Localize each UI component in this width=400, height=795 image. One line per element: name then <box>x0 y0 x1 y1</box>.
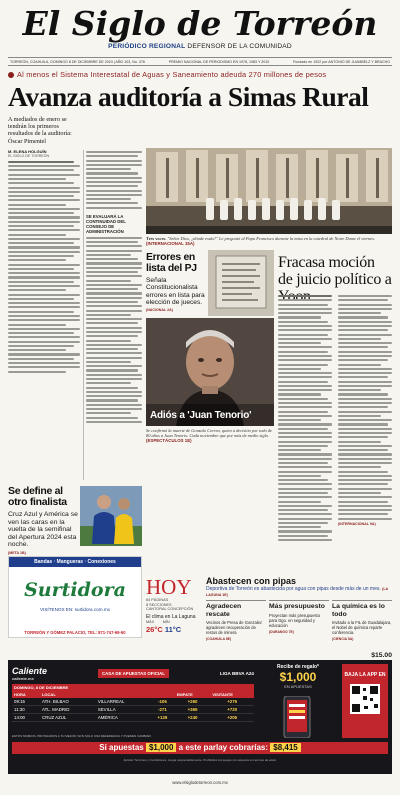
pipes-headline[interactable]: Abastecen con pipas <box>206 576 297 586</box>
cover-price: $15.00 <box>371 652 392 659</box>
promo-text-2: a este parlay cobrarías: <box>176 743 271 752</box>
sports-story[interactable] <box>8 486 80 555</box>
dateline-center: PREMIO NACIONAL DE PERIODISMO EN 1978, 1983 Y 2010 <box>168 59 270 64</box>
tenorio-caption-text: Se confirmó la muerte de Gonzalo Correa, quien a decisión por todo de 80 años a Juan Tenorio. Cada noviembre que por más de medio siglo. <box>146 428 273 439</box>
caption-label: Tres voces. <box>146 236 167 241</box>
yoon-headline[interactable]: Fracasa moción de juicio político a <box>278 254 392 288</box>
tenorio-section-tag[interactable]: (ESPECTÁCULOS 1E) <box>146 438 192 444</box>
qr-code-icon[interactable] <box>350 684 380 714</box>
odd-value[interactable]: +260 <box>175 698 211 706</box>
col-header: EMPATE <box>175 691 211 698</box>
dateline <box>8 57 392 66</box>
odds-table-header <box>12 691 254 698</box>
col2-body-text-top <box>86 151 142 209</box>
temp-labels <box>146 620 202 625</box>
odds-disclaimer: ESTOS MOMIOS, PROTEGIDOS A TU MEJOR, SON SOLO UNA REFERENCIA Y PUEDEN CAMBIAR. <box>12 734 152 738</box>
home-team: ATL. MADRID <box>40 706 96 714</box>
sports-headline[interactable]: Se define al otro finalista <box>8 485 67 508</box>
surtidora-logo: Surtidora <box>24 579 126 601</box>
max-temp: 26°C <box>146 625 163 635</box>
surtidora-website[interactable]: VISÍTENOS EN: surtidora.com.mx <box>40 607 110 612</box>
teaser-headline[interactable]: Agradecen rescate <box>206 603 242 618</box>
odd-value[interactable]: +205 <box>210 714 254 722</box>
home-team: ATH. BILBAO <box>40 698 96 706</box>
teaser-section-tag[interactable]: (COAHUILA 8E) <box>206 637 232 642</box>
caliente-logo[interactable] <box>12 666 47 681</box>
column-divider <box>83 150 84 480</box>
lead-story-column-2 <box>86 148 142 425</box>
caption-section-tag[interactable]: (INTERNACIONAL 15A) <box>146 241 195 246</box>
caliente-logo-text: Caliente <box>12 665 48 676</box>
odds-table <box>12 684 254 722</box>
teaser-row <box>206 600 392 650</box>
surtidora-phone[interactable]: TORREÓN Y GÓMEZ PALACIO, TEL: 871-747-69-50 <box>24 630 126 635</box>
phone-image <box>270 696 324 738</box>
caliente-official-label: CASA DE APUESTAS OFICIAL <box>98 669 169 678</box>
teaser-deck: Invitado a la FIL de Guadalajara, el Nobel de química reparte conferencia. <box>332 620 392 636</box>
main-headline[interactable]: Avanza auditoría a Simas Rural <box>8 81 369 112</box>
app-download-label: BAJA LA APP EN <box>344 672 386 678</box>
pipes-deck <box>206 586 392 598</box>
surtidora-ad[interactable] <box>8 556 142 638</box>
masthead <box>0 0 400 58</box>
byline-org: EL SIGLO DE TORREÓN <box>8 153 50 158</box>
teaser-deck: Vecinos de Presa de Gonzalez agradecen recuperación de restos de minera <box>206 620 262 636</box>
odd-value[interactable]: +240 <box>175 714 211 722</box>
away-team: AMÉRICA <box>96 714 150 722</box>
bonus-amount: $1,000 <box>279 670 317 684</box>
tagline-rest: DEFENSOR DE LA COMUNIDAD <box>185 43 292 50</box>
table-row[interactable] <box>12 706 254 714</box>
odd-value[interactable]: +129 <box>150 714 175 722</box>
kiosk-label: CANTORAL CONCEPCIÓN <box>146 607 194 612</box>
tenorio-headline[interactable]: Adiós a 'Juan Tenorio' <box>150 410 252 421</box>
climate-label: El clima en La Laguna <box>146 613 196 620</box>
teaser-item[interactable] <box>206 600 266 650</box>
sports-photo[interactable] <box>80 486 142 546</box>
pipes-section-tag[interactable]: (LA LAGUNA 1E) <box>206 587 388 597</box>
yoon-text-1 <box>278 295 332 541</box>
teaser-deck: Proyectan más presupuesto para Dgo. en seguridad y educación <box>269 612 320 628</box>
lead-summary: A mediados de enero se tendrán los primeros resultados de la auditoría: Óscar Pimentel <box>8 116 72 145</box>
col-header: LOCAL <box>40 691 96 698</box>
col-header <box>150 691 175 698</box>
tenorio-photo[interactable] <box>146 318 274 426</box>
match-time: 11:30 <box>12 706 40 714</box>
teaser-headline[interactable]: Más presupuesto <box>269 603 325 610</box>
yoon-section-tag[interactable]: (INTERNACIONAL 9A) <box>338 521 376 526</box>
newspaper-title[interactable]: El Siglo de Torreón <box>22 4 378 43</box>
liga-label: LIGA BBVA A24 <box>219 670 254 676</box>
pj-story[interactable] <box>146 252 206 312</box>
sports-section-tag[interactable]: (META 1B) <box>8 550 26 555</box>
bonus-offer[interactable] <box>258 664 338 689</box>
byline-author: M. ELENA HOLGUÍN <box>8 148 47 154</box>
col-header <box>96 691 150 698</box>
caliente-ad[interactable] <box>8 660 392 774</box>
cathedral-photo[interactable] <box>146 148 392 234</box>
bullet-icon <box>8 72 14 78</box>
max-label: MÁX <box>146 619 155 624</box>
pj-section-tag[interactable]: (NACIONAL 2A) <box>146 308 173 313</box>
parlay-promo[interactable] <box>12 742 388 754</box>
kicker-text: Al menos el Sistema Interestatal de Aguas y Saneamiento adeuda 270 millones de pesos <box>17 70 327 79</box>
section-count: 8 SECCIONES <box>146 602 172 607</box>
caliente-legal: Aplican Términos y Condiciones. Juega responsablemente. Prohibidos los juegos con apuesta a menores de edad. <box>123 758 277 762</box>
pj-photo[interactable] <box>208 250 274 316</box>
pipes-story[interactable] <box>206 576 392 598</box>
yoon-body-col-2 <box>338 292 392 526</box>
min-label: MÍN <box>162 619 170 624</box>
lead-story-column <box>8 116 80 375</box>
odds-table-title: DOMINGO, 8 DE DICIEMBRE <box>12 684 254 691</box>
caption-text: "Señor Dios, ¿dónde estás?" Le preguntó al Papa Francisco durante la misa en la catedral de Notre Dame el viernes. <box>166 236 376 241</box>
byline <box>8 149 80 158</box>
app-download[interactable] <box>342 664 388 738</box>
table-row[interactable] <box>12 714 254 722</box>
tagline-strong: PERIÓDICO REGIONAL <box>108 43 186 50</box>
tenorio-caption <box>146 428 274 444</box>
tagline <box>0 43 400 50</box>
teaser-section-tag[interactable]: (DURANGO 7E) <box>269 629 294 634</box>
odd-value[interactable]: +275 <box>210 698 254 706</box>
match-time: 14:00 <box>12 714 40 722</box>
caliente-url[interactable]: caliente.mx <box>12 675 34 681</box>
bonus-sub: EN APUESTAS <box>284 684 312 689</box>
promo-text-1: Si apuestas <box>99 743 146 752</box>
col2-body-text-bottom <box>86 237 142 423</box>
teaser-item[interactable] <box>332 600 392 650</box>
cathedral-photo-caption <box>146 236 392 246</box>
home-team: CRUZ AZUL <box>40 714 96 722</box>
pj-headline[interactable]: Errores en lista del PJ <box>146 252 197 274</box>
dateline-left: TORREÓN, COAHUILA, DOMINGO 8 DE DICIEMBRE DE 2024 | AÑO 103, No. 376 <box>10 59 145 64</box>
page-count: 64 PÁGINAS <box>146 598 169 602</box>
promo-win: $8,415 <box>270 743 300 752</box>
col-header: HORA <box>12 691 40 698</box>
match-time: 09:15 <box>12 698 40 706</box>
teaser-headline[interactable]: La química es lo todo <box>332 603 385 618</box>
dateline-right: Fundado en 1922 por ANTONIO DE JUAMBELZ Y BRACHO <box>293 59 390 64</box>
pipes-deck-text: Deportiva de Torreón es abastecida por agua con pipas desde más de un mes. <box>206 586 381 592</box>
promo-amount: $1,000 <box>146 743 176 752</box>
odd-value[interactable]: +365 <box>175 706 211 714</box>
away-team: VILLARREAL <box>96 698 150 706</box>
odds-table-title-row <box>12 684 254 691</box>
temperatures <box>146 625 202 634</box>
odd-value[interactable]: -271 <box>150 706 175 714</box>
hoy-box <box>146 576 202 644</box>
yoon-body-col-1 <box>278 292 332 543</box>
odd-value[interactable]: +720 <box>210 706 254 714</box>
min-temp: 11°C <box>164 625 182 635</box>
caliente-header <box>12 664 254 682</box>
col-header: VISITANTE <box>210 691 254 698</box>
sports-deck: Cruz Azul y América se ven las caras en la vuelta de la semifinal del Apertura 2024 esta noche. <box>8 511 78 549</box>
table-row[interactable] <box>12 698 254 706</box>
away-team: SEVILLA <box>96 706 150 714</box>
lead-body-text <box>8 161 80 373</box>
hoy-label: HOY <box>146 575 192 599</box>
headline-kicker <box>8 70 392 79</box>
teaser-item[interactable] <box>269 600 329 650</box>
section-subhead: SE EVALUARÁ LA CONTINUIDAD DEL CONSEJO DE ADMINISTRACIÓN <box>86 213 126 234</box>
website-footer[interactable]: www.elsiglodetorreon.com.mx <box>172 780 228 785</box>
bonus-label: Recibe de regalo* <box>277 664 319 670</box>
surtidora-ad-topline: Bandas · Mangueras · Conexiones <box>9 557 141 567</box>
odd-value[interactable]: -106 <box>150 698 175 706</box>
pj-deck: Señala Constitucionalista errores en lista para elección de jueces. <box>146 277 205 306</box>
yoon-text-2 <box>338 295 392 520</box>
teaser-section-tag[interactable]: (CIENCIA 5A) <box>332 637 354 642</box>
